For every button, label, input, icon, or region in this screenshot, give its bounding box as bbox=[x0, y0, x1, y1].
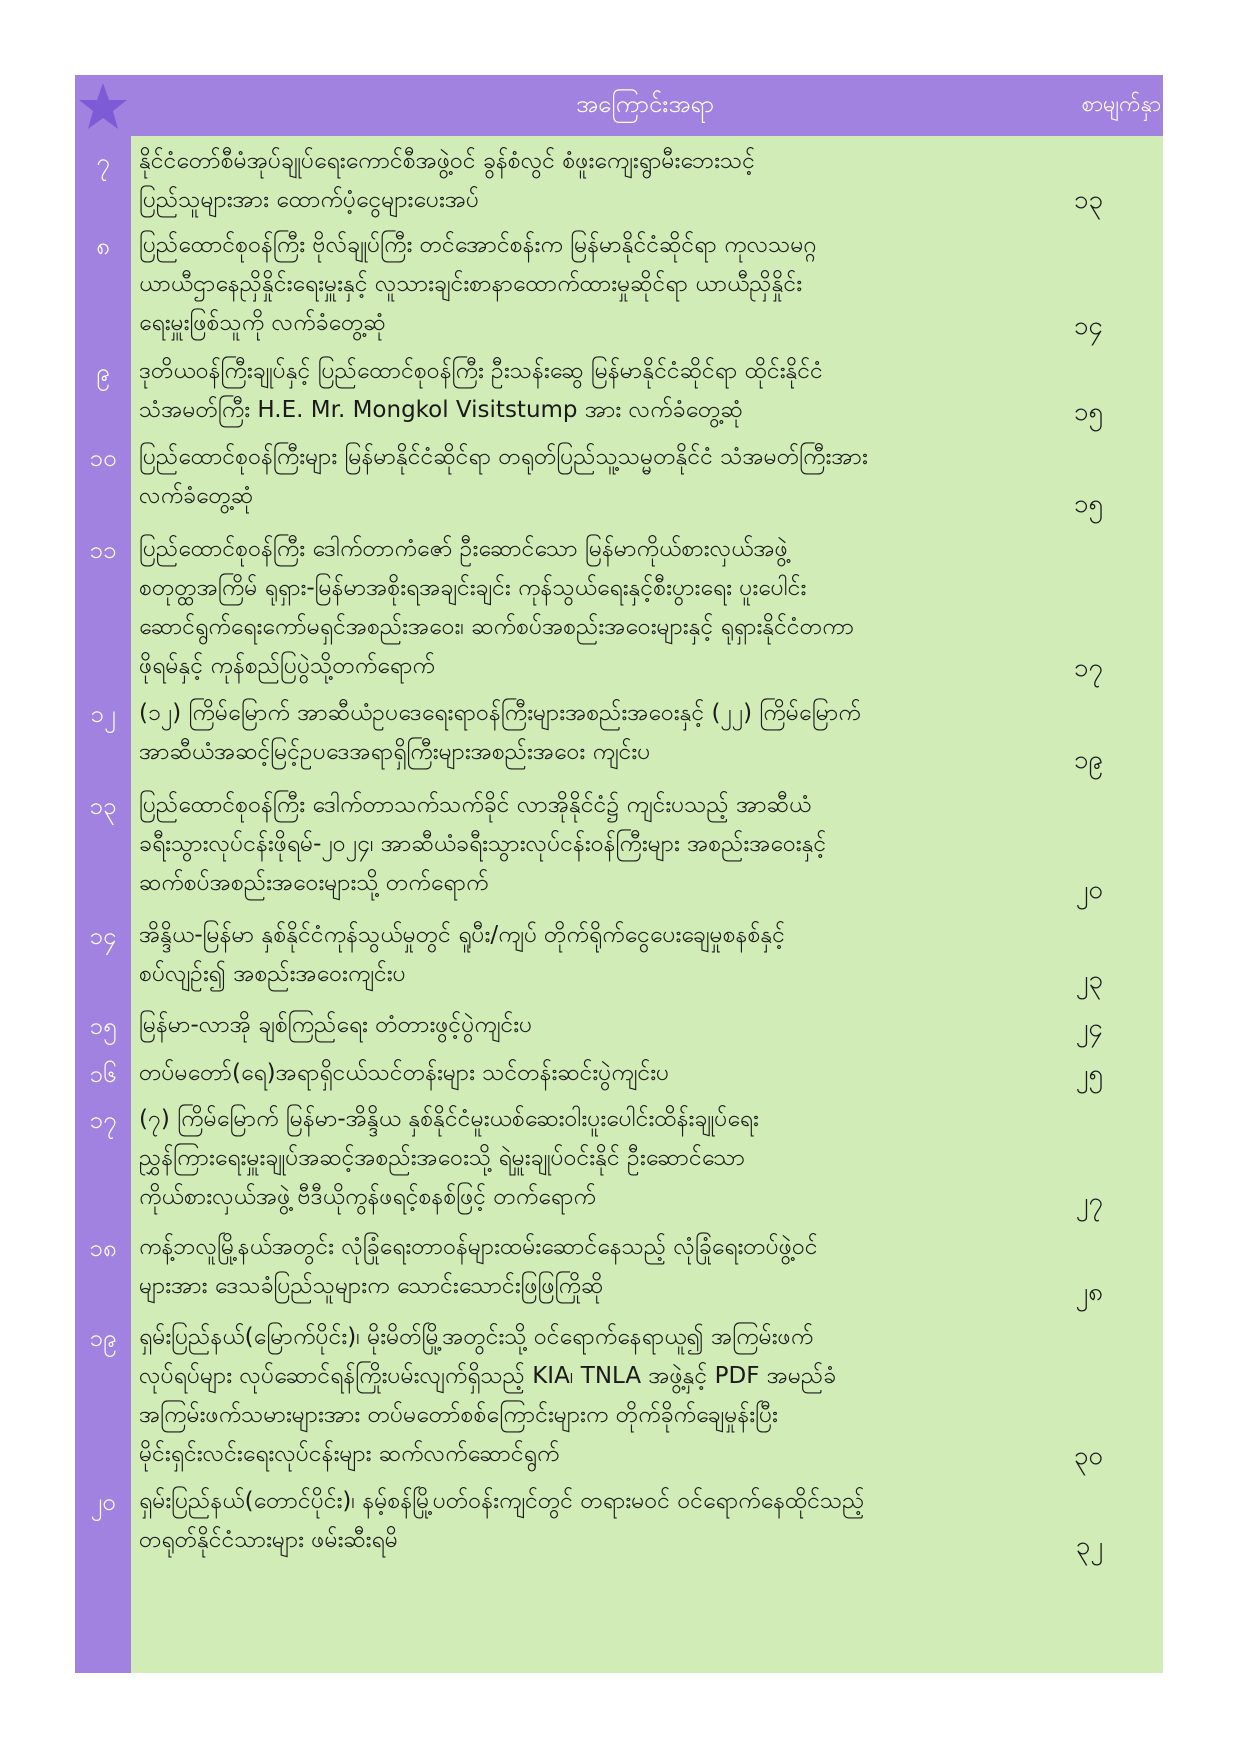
toc-entry[interactable] bbox=[75, 524, 1163, 688]
entry-page: ၁၃ bbox=[1073, 185, 1103, 215]
toc-entry[interactable] bbox=[75, 1476, 1163, 1566]
entry-page: ၁၅ bbox=[1073, 489, 1103, 519]
entry-number: ၁၉ bbox=[89, 1324, 117, 1352]
entry-number: ၁၂ bbox=[90, 700, 116, 728]
header-title: အကြောင်းအရာ bbox=[576, 89, 714, 118]
entry-number: ၉ bbox=[96, 358, 110, 386]
entry-page: ၁၄ bbox=[1073, 311, 1103, 341]
entry-number: ၈ bbox=[96, 232, 110, 260]
entry-page: ၃၂ bbox=[1075, 1531, 1103, 1561]
entry-title: ပြည်ထောင်စုဝန်ကြီး ဗိုလ်ချုပ်ကြီး တင်အောင်စန်းက မြန်မာနိုင်ငံဆိုင်ရာ ကုလသမဂ္ဂ ယာယီဌာနေညှိနှိုင်းရေးမှူးနှင့် လူသားချင်းစာနာထောက်ထားမှုဆိုင်ရာ ယာယီညှိနှိုင်း ရေးမှူးဖြစ်သူကို လက်ခံတွေ့ဆုံ bbox=[139, 232, 817, 336]
entry-page: ၂၃ bbox=[1075, 965, 1103, 995]
entry-number: ၁၄ bbox=[89, 922, 117, 950]
entry-number: ၁၅ bbox=[89, 1012, 117, 1040]
toc-entry[interactable] bbox=[75, 688, 1163, 780]
entry-number: ၁၆ bbox=[89, 1060, 117, 1088]
entry-title: အိန္ဒိယ-မြန်မာ နှစ်နိုင်ငံကုန်သွယ်မှုတွင် ရူပီး/ကျပ် တိုက်ရိုက်ငွေပေးချေမှုစနစ်နှင့် စပ်လျဉ်း၍ အစည်းအဝေးကျင်းပ bbox=[139, 922, 786, 987]
star-icon bbox=[78, 81, 128, 131]
entry-number: ၂၀ bbox=[90, 1488, 116, 1516]
entry-title: ပြည်ထောင်စုဝန်ကြီး ဒေါက်တာကံဇော် ဦးဆောင်သော မြန်မာကိုယ်စားလှယ်အဖွဲ့ စတုတ္ထအကြိမ် ရုရှား-မြန်မာအစိုးရအချင်းချင်း ကုန်သွယ်ရေးနှင့်စီးပွားရေး ပူးပေါင်း ဆောင်ရွက်ရေးကော်မရှင်အစည်းအဝေး၊ ဆက်စပ်အစည်းအဝေးများနှင့် ရုရှားနိုင်ငံတကာ ဖိုရမ်နှင့် ကုန်စည်ပြပွဲသို့တက်ရောက် bbox=[139, 536, 855, 679]
entry-title: (၁၂) ကြိမ်မြောက် အာဆီယံဥပဒေရေးရာဝန်ကြီးများအစည်းအဝေးနှင့် (၂၂) ကြိမ်မြောက် အာဆီယံအဆင့်မြင့်ဥပဒေအရာရှိကြီးများအစည်းအဝေး ကျင်းပ bbox=[139, 700, 861, 765]
toc-entry[interactable] bbox=[75, 1094, 1163, 1222]
star-cell bbox=[75, 75, 131, 136]
entry-number: ၁၁ bbox=[89, 536, 117, 564]
entry-number: ၁၃ bbox=[89, 792, 117, 820]
toc-entry[interactable] bbox=[75, 1048, 1163, 1094]
entry-title: ပြည်ထောင်စုဝန်ကြီးများ မြန်မာနိုင်ငံဆိုင်ရာ တရုတ်ပြည်သူ့သမ္မတနိုင်ငံ သံအမတ်ကြီးအား လက်ခံတွေ့ဆုံ bbox=[139, 444, 868, 509]
toc-entry[interactable] bbox=[75, 432, 1163, 524]
entry-number: ၁၇ bbox=[89, 1106, 117, 1134]
entry-page: ၁၅ bbox=[1073, 397, 1103, 427]
entry-title: ဒုတိယဝန်ကြီးချုပ်နှင့် ပြည်ထောင်စုဝန်ကြီး ဦးသန်းဆွေ မြန်မာနိုင်ငံဆိုင်ရာ ထိုင်းနိုင်ငံ သံအမတ်ကြီး H.E. Mr. Mongkol Visitstump အား လက်ခံတွေ့ဆုံ bbox=[139, 358, 823, 423]
entry-number: ၁၈ bbox=[89, 1234, 117, 1262]
entry-number: ၁၀ bbox=[89, 444, 117, 472]
entry-title: ပြည်ထောင်စုဝန်ကြီး ဒေါက်တာသက်သက်ခိုင် လာအိုနိုင်ငံ၌ ကျင်းပသည့် အာဆီယံ ခရီးသွားလုပ်ငန်းဖိုရမ်-၂၀၂၄၊ အာဆီယံခရီးသွားလုပ်ငန်းဝန်ကြီးများ အစည်းအဝေးနှင့် ဆက်စပ်အစည်းအဝေးများသို့ တက်ရောက် bbox=[139, 792, 827, 896]
entry-page: ၁၇ bbox=[1073, 653, 1103, 683]
toc-entry[interactable] bbox=[75, 910, 1163, 1000]
entry-page: ၂၄ bbox=[1075, 1013, 1103, 1043]
entry-page: ၃၀ bbox=[1073, 1441, 1103, 1471]
entry-page: ၂၅ bbox=[1075, 1059, 1103, 1089]
entry-page: ၂၀ bbox=[1075, 875, 1103, 905]
entry-page: ၂၈ bbox=[1075, 1277, 1103, 1307]
toc-entry[interactable] bbox=[75, 1312, 1163, 1476]
toc-entry[interactable] bbox=[75, 1000, 1163, 1048]
entry-title: တပ်မတော်(ရေ)အရာရှိငယ်သင်တန်းများ သင်တန်းဆင်းပွဲကျင်းပ bbox=[139, 1060, 670, 1086]
header-page-label: စာမျက်နှာ bbox=[1081, 92, 1161, 117]
toc-header bbox=[75, 75, 1163, 136]
toc-entry[interactable] bbox=[75, 1222, 1163, 1312]
entry-title: မြန်မာ-လာအို ချစ်ကြည်ရေး တံတားဖွင့်ပွဲကျင်းပ bbox=[139, 1012, 533, 1038]
entry-page: ၂၇ bbox=[1075, 1187, 1103, 1217]
entry-title: ရှမ်းပြည်နယ်(တောင်ပိုင်း)၊ နမ့်စန်မြို့ပတ်ဝန်းကျင်တွင် တရားမဝင် ဝင်ရောက်နေထိုင်သည့် တရုတ်နိုင်ငံသားများ ဖမ်းဆီးရမိ bbox=[139, 1488, 865, 1553]
entry-number: ၇ bbox=[96, 148, 110, 176]
table-of-contents bbox=[75, 75, 1163, 1673]
toc-entry[interactable] bbox=[75, 136, 1163, 220]
entry-title: နိုင်ငံတော်စီမံအုပ်ချုပ်ရေးကောင်စီအဖွဲ့ဝင် ခွန်စံလွင် စံဖူးကျေးရွာမီးဘေးသင့် ပြည်သူများအား ထောက်ပံ့ငွေများပေးအပ် bbox=[139, 148, 755, 213]
toc-body bbox=[75, 136, 1163, 1673]
entry-page: ၁၉ bbox=[1073, 745, 1103, 775]
entry-title: ကန့်ဘလူမြို့နယ်အတွင်း လုံခြုံရေးတာဝန်များထမ်းဆောင်နေသည့် လုံခြုံရေးတပ်ဖွဲ့ဝင် များအား ဒေသခံပြည်သူများက သောင်းသောင်းဖြဖြကြိုဆို bbox=[139, 1234, 818, 1299]
entry-title: (၇) ကြိမ်မြောက် မြန်မာ-အိန္ဒိယ နှစ်နိုင်ငံမူးယစ်ဆေးဝါးပူးပေါင်းထိန်းချုပ်ရေး ညွှန်ကြားရေးမှူးချုပ်အဆင့်အစည်းအဝေးသို့ ရဲမှူးချုပ်ဝင်းနိုင် ဦးဆောင်သော ကိုယ်စားလှယ်အဖွဲ့ ဗီဒီယိုကွန်ဖရင့်စနစ်ဖြင့် တက်ရောက် bbox=[139, 1106, 759, 1210]
toc-entry[interactable] bbox=[75, 220, 1163, 346]
toc-entry[interactable] bbox=[75, 780, 1163, 910]
toc-entry[interactable] bbox=[75, 346, 1163, 432]
entry-title: ရှမ်းပြည်နယ်(မြောက်ပိုင်း)၊ မိုးမိတ်မြို့အတွင်းသို့ ဝင်ရောက်နေရာယူ၍ အကြမ်းဖက် လုပ်ရပ်များ လုပ်ဆောင်ရန်ကြိုးပမ်းလျက်ရှိသည့် KIA၊ TNLA အဖွဲ့နှင့် PDF အမည်ခံ အကြမ်းဖက်သမားများအား တပ်မတော်စစ်ကြောင်းများက တိုက်ခိုက်ချေမှုန်းပြီး မိုင်းရှင်းလင်းရေးလုပ်ငန်းများ ဆက်လက်ဆောင်ရွက် bbox=[139, 1324, 837, 1467]
